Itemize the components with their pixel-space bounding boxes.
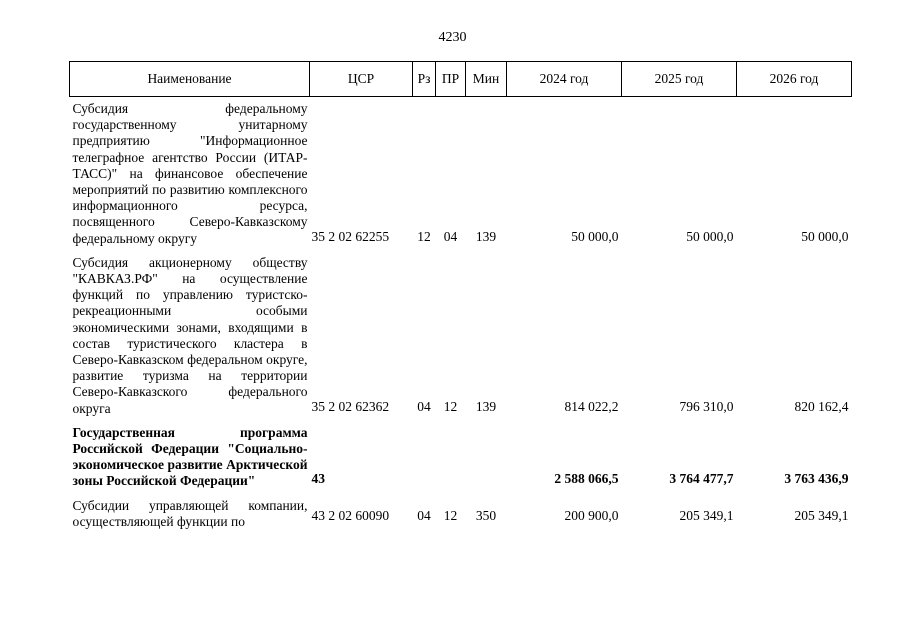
row-pr: 12 (443, 398, 458, 414)
row-min: 350 (475, 507, 497, 523)
table-row (70, 251, 852, 421)
row-2026: 205 349,1 (794, 507, 849, 523)
row-2026: 50 000,0 (801, 228, 849, 244)
row-2024: 814 022,2 (564, 398, 619, 414)
row-2025: 205 349,1 (679, 507, 734, 523)
row-pr (436, 421, 466, 494)
table-header (70, 62, 852, 97)
header-2026: 2026 год (737, 62, 852, 97)
row-pr: 12 (443, 507, 458, 523)
table-row (70, 97, 852, 251)
row-csr: 43 (311, 471, 325, 487)
row-min: 139 (475, 398, 497, 414)
row-name (70, 494, 310, 530)
row-name (70, 421, 310, 494)
row-name-text: Субсидия федеральному государственному унитарному предприятию "Информационное телеграфное агентство России (ИТАР-ТАСС)" на финансовое обеспечение мероприятий по развитию комплексного информационного ресурса, посвященного Северо-Кавказскому федеральному округу (72, 101, 308, 246)
header-name: Наименование (70, 62, 310, 97)
header-pr: ПР (436, 62, 466, 97)
row-rz (413, 421, 436, 494)
row-2025: 50 000,0 (686, 228, 734, 244)
budget-table (69, 61, 852, 530)
row-csr: 35 2 02 62255 (311, 228, 390, 244)
header-2025: 2025 год (622, 62, 737, 97)
header-min: Мин (466, 62, 507, 97)
row-name-text: Субсидия акционерному обществу "КАВКАЗ.РФ" на осуществление функций по управлению туристско-рекреационными особыми экономическими зонами, входящими в состав туристического кластера в Северо-Кавказском федеральном округе, развитие туризма на территории Северо-Кавказского федерального округа (72, 254, 308, 416)
row-2026: 820 162,4 (794, 398, 849, 414)
row-csr: 35 2 02 62362 (311, 398, 390, 414)
row-rz: 04 (417, 398, 431, 414)
header-rz: Рз (413, 62, 436, 97)
row-min (466, 421, 507, 494)
row-name (70, 251, 310, 421)
header-csr: ЦСР (310, 62, 413, 97)
row-name (70, 97, 310, 251)
row-2025: 796 310,0 (679, 398, 734, 414)
row-rz: 12 (417, 228, 431, 244)
header-2024: 2024 год (507, 62, 622, 97)
row-2026: 3 763 436,9 (784, 471, 849, 487)
row-min: 139 (475, 228, 497, 244)
row-2024: 200 900,0 (564, 507, 619, 523)
row-pr: 04 (443, 228, 458, 244)
page-number: 4230 (438, 30, 467, 45)
table-row-program (70, 421, 852, 494)
row-name-text: Субсидии управляющей компании, осуществляющей функции по (72, 497, 308, 529)
row-2024: 2 588 066,5 (554, 471, 619, 487)
row-2025: 3 764 477,7 (669, 471, 734, 487)
row-rz: 04 (417, 507, 431, 523)
row-name-text: Государственная программа Российской Федерации "Социально-экономическое развитие Арктической зоны Российской Федерации" (72, 424, 308, 489)
table-row (70, 494, 852, 530)
row-2024: 50 000,0 (571, 228, 619, 244)
row-csr: 43 2 02 60090 (311, 507, 390, 523)
